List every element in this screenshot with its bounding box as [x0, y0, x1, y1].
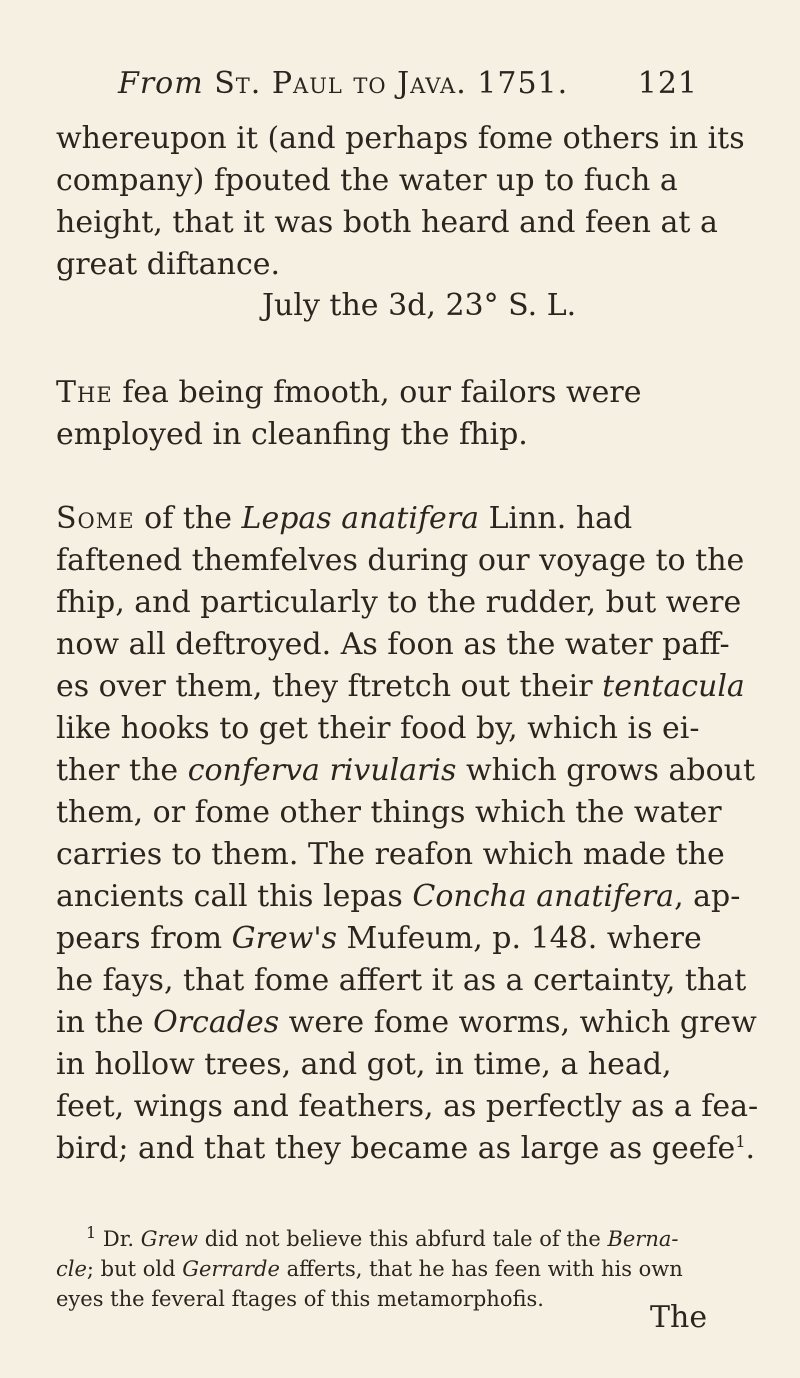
running-head	[118, 66, 698, 101]
text-line: in hollow trees, and got, in time, a head,	[56, 1047, 672, 1082]
text-run: Mufeum, p. 148. where	[337, 921, 702, 956]
text-run: .	[745, 1131, 756, 1166]
catchword: The	[650, 1300, 708, 1335]
italic-term: Grew	[140, 1227, 199, 1251]
text-line: company) fpouted the water up to fuch a	[56, 163, 678, 198]
italic-term: conferva rivularis	[187, 753, 457, 788]
text-run: fea being fmooth, our failors were	[112, 375, 642, 410]
footnote-reference[interactable]: 1	[735, 1132, 746, 1151]
paragraph-3	[56, 498, 766, 1170]
text-line: them, or fome other things which the water	[56, 795, 722, 830]
footnote-marker: 1	[86, 1223, 97, 1242]
paragraph-2	[56, 372, 766, 456]
text-run: in the	[56, 1005, 154, 1040]
text-run: es over them, they ftretch out their	[56, 669, 603, 704]
text-run: of the	[134, 501, 242, 536]
text-line: carries to them. The reafon which made the	[56, 837, 725, 872]
text-run: did not believe this abfurd tale of the	[198, 1227, 608, 1251]
text-run: , ap-	[674, 879, 741, 914]
page-number: 121	[637, 66, 698, 101]
text-line: like hooks to get their food by, which is ei-	[56, 711, 700, 746]
text-run: ancients call this lepas	[56, 879, 413, 914]
paragraph-1	[56, 118, 766, 286]
italic-term: Gerrarde	[182, 1257, 280, 1281]
text-run: bird; and that they became as large as geefe	[56, 1131, 736, 1166]
italic-term: tentacula	[602, 669, 745, 704]
text-run: afferts, that he has feen with his own	[279, 1257, 683, 1281]
text-line: eyes the feveral ftages of this metamorphofis.	[56, 1287, 544, 1311]
italic-term: Concha anatifera	[412, 879, 675, 914]
text-line: feet, wings and feathers, as perfectly as a fea-	[56, 1089, 759, 1124]
text-line: he fays, that fome affert it as a certainty, that	[56, 963, 747, 998]
italic-term: cle	[56, 1257, 87, 1281]
text-line: whereupon it (and perhaps fome others in its	[56, 121, 745, 156]
text-run: pears from	[56, 921, 232, 956]
text-run: Dr.	[96, 1227, 141, 1251]
text-line: now all deftroyed. As foon as the water paff-	[56, 627, 730, 662]
text-run: were fome worms, which grew	[279, 1005, 757, 1040]
text-run: Linn. had	[479, 501, 633, 536]
text-line: employed in cleanfing the fhip.	[56, 417, 528, 452]
text-run: ; but old	[86, 1257, 183, 1281]
text-line: height, that it was both heard and feen at a	[56, 205, 718, 240]
paragraph-initial-word: Some	[56, 501, 135, 536]
dateline: July the 3d, 23° S. L.	[262, 288, 577, 323]
text-run: ther the	[56, 753, 188, 788]
italic-term: Lepas anatifera	[241, 501, 480, 536]
italic-term: Orcades	[153, 1005, 280, 1040]
italic-term: Grew's	[231, 921, 337, 956]
paragraph-initial-word: The	[56, 375, 113, 410]
text-line: faftened themfelves during our voyage to the	[56, 543, 745, 578]
running-head-title: St. Paul to Java.	[214, 66, 467, 101]
running-head-from: From	[118, 66, 204, 101]
text-line: fhip, and particularly to the rudder, but were	[56, 585, 742, 620]
running-head-year: 1751.	[477, 66, 569, 101]
text-line: great diftance.	[56, 247, 281, 282]
italic-term: Berna-	[607, 1227, 679, 1251]
text-run: which grows about	[456, 753, 756, 788]
